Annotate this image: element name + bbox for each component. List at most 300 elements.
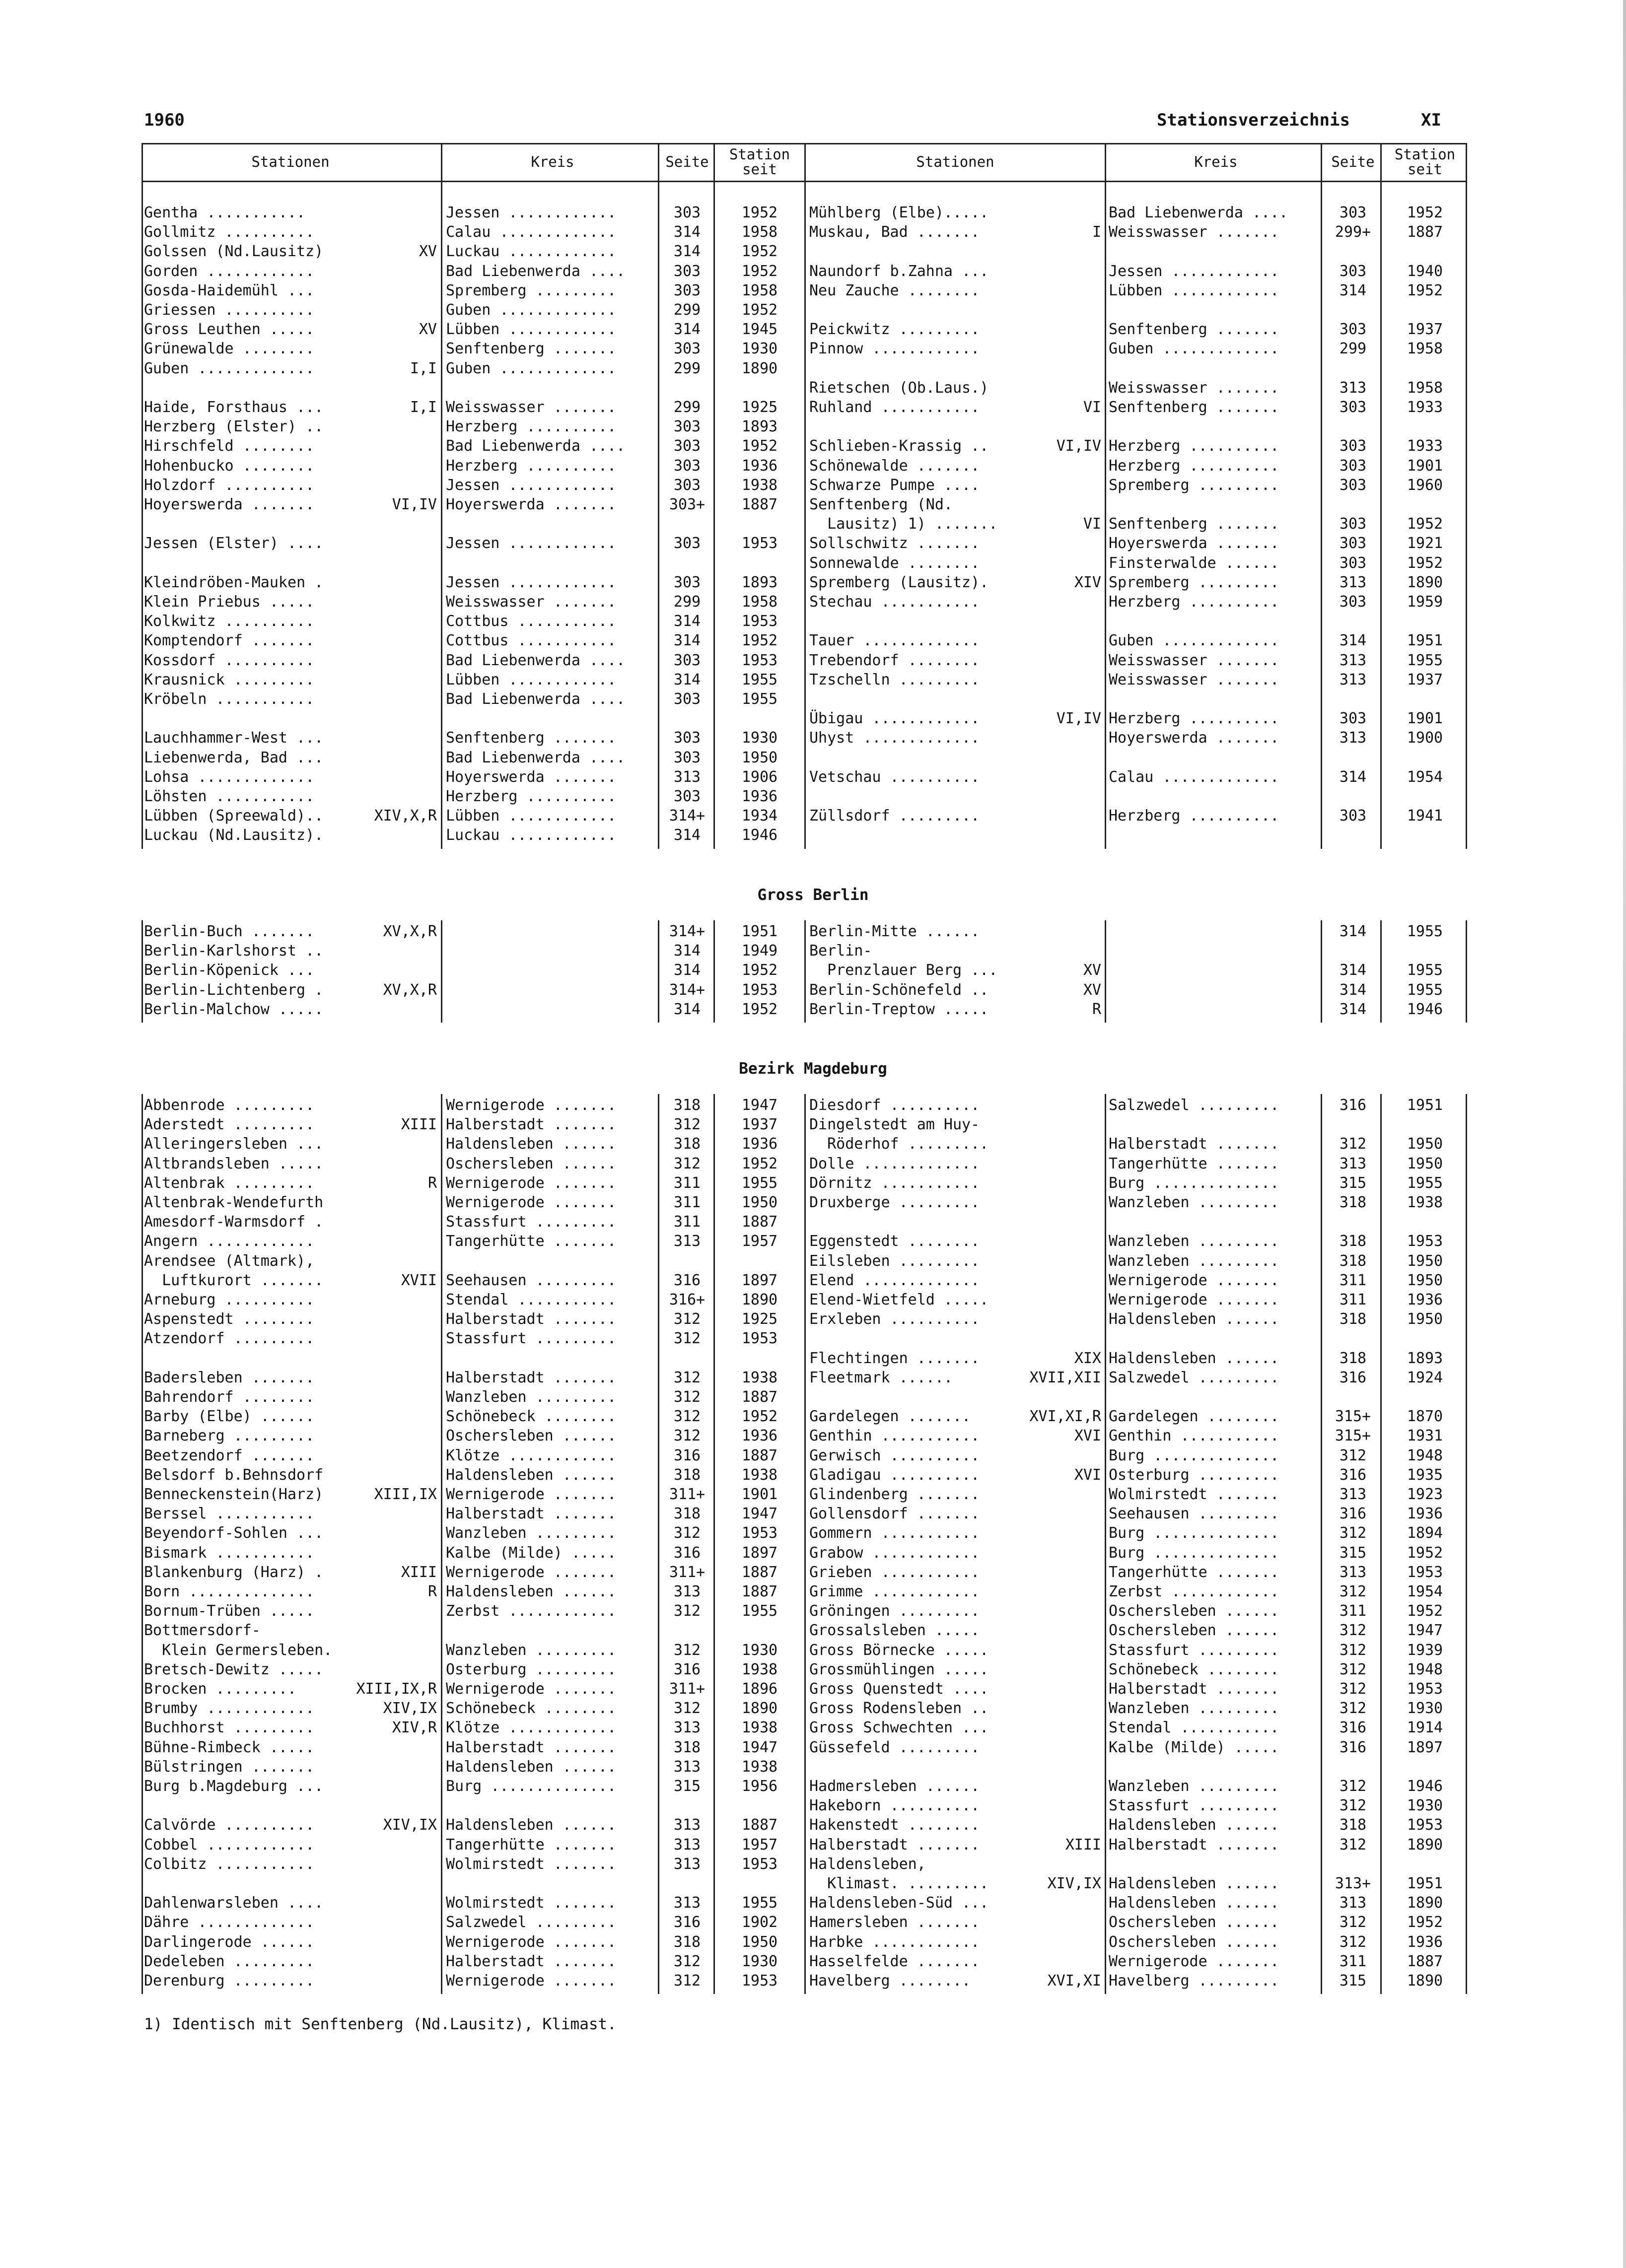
kreis-name: Haldensleben ......	[446, 1816, 617, 1834]
station-since-year: 1948	[1407, 1660, 1443, 1678]
station-since-year: 1890	[741, 359, 778, 377]
station-name: Jessen (Elster) ....	[144, 535, 324, 552]
station-name: Röderhof .........	[809, 1135, 989, 1153]
station-extra	[809, 458, 1101, 475]
station-since-year: 1933	[1407, 399, 1443, 416]
seite-value: 303	[1339, 710, 1367, 728]
footnote: 1) Identisch mit Senftenberg (Nd.Lausitz), Klimast.	[144, 2015, 617, 2033]
seite-value: 314	[673, 671, 701, 688]
station-extra: XIII	[401, 1563, 437, 1581]
left-header-seit: seit	[742, 161, 777, 178]
kreis-name: Herzberg ..........	[446, 457, 617, 475]
kreis-name: Wanzleben .........	[446, 1388, 617, 1406]
station-since-year: 1940	[1407, 262, 1443, 280]
right-table-row	[0, 1797, 1626, 1814]
kreis-name: Schönebeck ........	[446, 1700, 617, 1718]
seite-value	[1323, 1759, 1383, 1776]
station-since-year: 1951	[741, 923, 778, 940]
kreis-name	[1109, 360, 1323, 377]
right-table-row	[0, 224, 1626, 241]
station-extra	[809, 477, 1101, 494]
station-name: Amesdorf-Warmsdorf .	[144, 1213, 324, 1231]
station-name: Cobbel ............	[144, 1836, 315, 1854]
right-table-row	[0, 1253, 1626, 1270]
station-name: Glindenberg .......	[809, 1486, 980, 1503]
right-table-row	[0, 1001, 1626, 1018]
station-since-year: 1952	[741, 437, 778, 455]
station-since-year	[1383, 418, 1467, 435]
seite-value: 312	[1339, 1524, 1367, 1542]
seite-value: 313	[673, 1583, 701, 1600]
station-since-year: 1950	[741, 1194, 778, 1211]
kreis-name: Tangerhütte .......	[446, 1836, 617, 1854]
right-table-row	[0, 1719, 1626, 1736]
seite-value: 316	[673, 1914, 701, 1931]
station-extra	[809, 1895, 1101, 1912]
station-extra	[809, 418, 1101, 435]
station-name: Übigau ............	[809, 710, 980, 728]
right-table-row	[0, 808, 1626, 825]
kreis-name: Tangerhütte .......	[446, 1233, 617, 1250]
seite-value: 315	[1339, 1174, 1367, 1192]
kreis-name: Halberstadt .......	[446, 1738, 617, 1756]
right-header-seite: Seite	[1331, 153, 1375, 170]
station-name: Dedeleben .........	[144, 1952, 315, 1970]
column-rule	[441, 920, 442, 1023]
right-table-row	[0, 1739, 1626, 1756]
seite-value: 312	[673, 1116, 701, 1134]
station-since-year: 1956	[741, 1778, 778, 1795]
station-since-year: 1890	[1407, 1836, 1443, 1854]
station-name: Krausnick .........	[144, 671, 315, 688]
station-name: Berlin-Treptow .....	[809, 1000, 989, 1018]
left-header-station-seit	[715, 144, 804, 180]
column-rule	[658, 1094, 659, 1994]
station-name: Gentha ...........	[144, 204, 306, 221]
station-since-year: 1955	[741, 1894, 778, 1912]
station-name: Sonnewalde ........	[809, 554, 980, 572]
station-since-year: 1936	[741, 457, 778, 475]
right-table-row	[0, 1214, 1626, 1231]
station-since-year: 1934	[741, 807, 778, 825]
kreis-name: Seehausen .........	[1109, 1505, 1279, 1523]
station-extra	[809, 1642, 1101, 1659]
kreis-name: Oschersleben ......	[446, 1155, 617, 1172]
kreis-name: Wernigerode .......	[1109, 1952, 1279, 1970]
station-since-year: 1890	[1407, 573, 1443, 591]
station-name: Haide, Forsthaus ...	[144, 399, 324, 416]
station-name: Berlin-Karlshorst ..	[144, 942, 324, 960]
right-table-row	[0, 263, 1626, 280]
station-name: Bretsch-Dewitz .....	[144, 1660, 324, 1678]
station-name: Kossdorf ..........	[144, 651, 315, 669]
right-table-row	[0, 574, 1626, 591]
column-rule	[1321, 143, 1322, 849]
kreis-name: Senftenberg .......	[446, 340, 617, 358]
seite-value: 315	[1339, 1544, 1367, 1562]
station-name: Grieben ...........	[809, 1563, 980, 1581]
station-extra	[809, 1953, 1101, 1970]
left-table-row	[0, 827, 1626, 844]
seite-value	[1323, 691, 1383, 708]
kreis-name: Oschersleben ......	[1109, 1602, 1279, 1620]
right-table-row	[0, 1467, 1626, 1484]
kreis-name: Haldensleben ......	[446, 1758, 617, 1776]
seite-value: 303	[673, 749, 701, 766]
station-since-year: 1952	[741, 301, 778, 319]
station-extra	[809, 788, 1101, 805]
station-name: Rietschen (Ob.Laus.)	[809, 379, 989, 397]
station-since-year: 1890	[1407, 1972, 1443, 1990]
station-extra	[809, 1583, 1101, 1600]
station-extra	[809, 652, 1101, 669]
station-since-year: 1958	[1407, 379, 1443, 397]
column-rule	[1105, 143, 1106, 849]
station-since-year: 1936	[741, 788, 778, 805]
station-name: Gross Leuthen .....	[144, 321, 315, 339]
right-table-row	[0, 1564, 1626, 1581]
station-extra: I	[1092, 223, 1101, 241]
station-extra	[809, 380, 1101, 397]
seite-value: 303	[673, 340, 701, 358]
column-rule	[658, 143, 659, 849]
kreis-name: Wanzleben .........	[1109, 1700, 1279, 1718]
kreis-name: Weisswasser .......	[1109, 671, 1279, 688]
station-since-year: 1950	[1407, 1271, 1443, 1289]
seite-value: 316	[673, 1544, 701, 1562]
station-name: Pinnow ............	[809, 340, 980, 358]
seite-value: 311+	[669, 1486, 706, 1503]
station-name: Lübben (Spreewald)..	[144, 807, 324, 825]
kreis-name: Luckau ............	[446, 243, 617, 261]
station-since-year: 1935	[1407, 1466, 1443, 1484]
station-name: Benneckenstein(Harz)	[144, 1486, 324, 1503]
station-extra	[809, 1136, 1101, 1153]
station-since-year: 1947	[741, 1097, 778, 1114]
station-name: Bahrendorf ........	[144, 1388, 315, 1406]
station-name: Bismark ...........	[144, 1544, 315, 1562]
right-header-kreis: Kreis	[1194, 153, 1238, 170]
station-extra: VI,IV	[392, 496, 437, 513]
column-rule	[1380, 1094, 1382, 1994]
station-name: Neu Zauche ........	[809, 281, 980, 299]
right-table-row	[0, 516, 1626, 533]
page-year: 1960	[144, 110, 185, 130]
seite-value: 303	[1339, 204, 1367, 221]
station-extra	[809, 691, 1101, 708]
station-extra: XIV,X,R	[374, 807, 437, 825]
station-name: Elend .............	[809, 1271, 980, 1289]
seite-value	[1323, 418, 1383, 435]
station-name: Haldensleben-Süd ...	[809, 1894, 989, 1912]
station-since-year: 1897	[1407, 1738, 1443, 1756]
column-rule	[1380, 143, 1382, 849]
station-extra	[809, 1545, 1101, 1562]
page-title: Stationsverzeichnis	[1157, 110, 1350, 130]
station-since-year: 1953	[741, 613, 778, 630]
seite-value: 316	[1339, 1369, 1367, 1386]
seite-value: 312	[1339, 1700, 1367, 1718]
station-name: Berlin-Mitte ......	[809, 923, 980, 940]
station-since-year: 1936	[741, 1135, 778, 1153]
right-table-row	[0, 788, 1626, 805]
kreis-name: Herzberg ..........	[1109, 807, 1279, 825]
station-name: Grimme ............	[809, 1583, 980, 1600]
station-since-year: 1955	[1407, 981, 1443, 999]
seite-value: 316	[1339, 1738, 1367, 1756]
column-rule	[658, 920, 659, 1023]
seite-value: 313	[1339, 651, 1367, 669]
station-since-year: 1952	[741, 962, 778, 979]
station-name: Schwarze Pumpe ....	[809, 476, 980, 494]
seite-value	[1323, 496, 1383, 513]
right-table-row	[0, 962, 1626, 979]
station-name: Trebendorf ........	[809, 651, 980, 669]
left-header-kreis: Kreis	[531, 153, 574, 170]
right-table-row	[0, 1973, 1626, 1990]
station-extra: XVII,XII	[1029, 1369, 1101, 1386]
kreis-name	[1109, 613, 1323, 630]
station-extra: XIII	[1065, 1836, 1101, 1854]
station-name: Gosda-Haidemühl ...	[144, 281, 315, 299]
station-since-year	[1383, 750, 1467, 766]
station-extra	[809, 263, 1101, 280]
kreis-name: Senftenberg .......	[1109, 399, 1279, 416]
seite-value: 311	[1339, 1271, 1367, 1289]
station-extra: XIII	[401, 1116, 437, 1134]
kreis-name: Stassfurt .........	[446, 1330, 617, 1348]
seite-value: 314+	[669, 923, 706, 940]
station-since-year: 1953	[741, 1330, 778, 1348]
column-rule	[1105, 920, 1106, 1023]
column-rule	[1466, 143, 1467, 849]
seite-value: 313	[1339, 1155, 1367, 1172]
station-since-year: 1950	[1407, 1310, 1443, 1328]
station-since-year: 1936	[1407, 1933, 1443, 1951]
kreis-name: Havelberg .........	[1109, 1972, 1279, 1990]
station-name: Gross Rodensleben ..	[809, 1700, 989, 1718]
station-name: Hakenstedt ........	[809, 1816, 980, 1834]
kreis-name	[1109, 1389, 1323, 1406]
kreis-name: Finsterwalde ......	[1109, 554, 1279, 572]
kreis-name: Jessen ............	[446, 535, 617, 552]
station-since-year: 1902	[741, 1914, 778, 1931]
station-name: Schlieben-Krassig ..	[809, 437, 989, 455]
station-extra	[144, 827, 437, 844]
station-since-year: 1945	[741, 321, 778, 339]
seite-value: 312	[673, 1972, 701, 1990]
station-name: Naundorf b.Zahna ...	[809, 262, 989, 280]
station-since-year: 1930	[741, 729, 778, 747]
station-extra	[809, 1194, 1101, 1211]
kreis-name: Wernigerode .......	[446, 1194, 617, 1211]
station-since-year: 1952	[1407, 554, 1443, 572]
station-since-year: 1938	[741, 476, 778, 494]
seite-value: 318	[1339, 1252, 1367, 1270]
right-header-station-seit	[1383, 144, 1467, 180]
kreis-name: Wolmirstedt .......	[446, 1855, 617, 1873]
station-name: Grünewalde ........	[144, 340, 315, 358]
station-name: Altbrandsleben .....	[144, 1155, 324, 1172]
right-table-row	[0, 1389, 1626, 1406]
seite-value: 303	[673, 651, 701, 669]
seite-value: 303	[673, 262, 701, 280]
station-since-year: 1890	[1407, 1894, 1443, 1912]
station-name: Brumby ............	[144, 1700, 315, 1718]
station-extra	[809, 555, 1101, 572]
seite-value: 314	[673, 826, 701, 844]
right-table-row	[0, 1681, 1626, 1698]
seite-value: 316	[673, 1660, 701, 1678]
seite-value	[1323, 1214, 1383, 1231]
station-extra	[809, 1603, 1101, 1620]
station-name: Gladigau ..........	[809, 1466, 980, 1484]
station-extra: VI,IV	[1056, 710, 1101, 728]
left-header-station: Station	[729, 146, 790, 163]
scan-edge	[1623, 0, 1626, 2268]
station-extra: XIV	[1074, 573, 1101, 591]
kreis-name	[1109, 496, 1323, 513]
station-name: Harbke ............	[809, 1933, 980, 1951]
kreis-name	[1109, 788, 1323, 805]
seite-value: 303	[673, 788, 701, 805]
seite-value: 315	[1339, 1972, 1367, 1990]
kreis-name: Senftenberg .......	[1109, 515, 1279, 533]
station-since-year: 1925	[741, 399, 778, 416]
station-name: Luckau (Nd.Lausitz).	[144, 826, 324, 844]
kreis-name: Bad Liebenwerda ....	[446, 749, 626, 766]
station-since-year: 1887	[741, 1816, 778, 1834]
seite-value: 318	[673, 1933, 701, 1951]
seite-value: 303	[1339, 593, 1367, 611]
left-header-seite: Seite	[665, 153, 709, 170]
kreis-name	[1109, 418, 1323, 435]
seite-value: 303	[1339, 321, 1367, 339]
kreis-name: Salzwedel .........	[446, 1914, 617, 1931]
right-table-row	[0, 1583, 1626, 1600]
station-extra	[809, 205, 1101, 221]
right-table-row	[0, 1759, 1626, 1776]
station-extra	[809, 1330, 1101, 1347]
station-name: Diesdorf ..........	[809, 1097, 980, 1114]
seite-value: 314	[1339, 923, 1367, 940]
seite-value: 313	[1339, 573, 1367, 591]
station-since-year: 1958	[741, 281, 778, 299]
right-header-stationen: Stationen	[916, 153, 994, 170]
station-name: Calvörde ..........	[144, 1816, 315, 1834]
seite-value: 318	[673, 1505, 701, 1523]
column-rule	[1105, 1094, 1106, 1994]
seite-value: 312	[673, 1524, 701, 1542]
page-number: XI	[1421, 110, 1441, 130]
kreis-name: Jessen ............	[446, 204, 617, 221]
station-name: Luftkurort .......	[144, 1271, 324, 1289]
seite-value: 303	[1339, 262, 1367, 280]
seite-value: 303	[1339, 457, 1367, 475]
station-since-year: 1953	[1407, 1680, 1443, 1698]
station-since-year: 1887	[1407, 223, 1443, 241]
station-name: Gommern ...........	[809, 1524, 980, 1542]
seite-value: 313	[1339, 1894, 1367, 1912]
seite-value: 299	[673, 301, 701, 319]
station-extra: XIV,IX	[383, 1700, 437, 1718]
station-extra	[809, 1214, 1101, 1231]
kreis-name: Bad Liebenwerda ....	[446, 651, 626, 669]
seite-value: 299	[673, 359, 701, 377]
station-name: Kolkwitz ..........	[144, 613, 315, 630]
station-extra	[809, 1739, 1101, 1756]
station-since-year: 1941	[1407, 807, 1443, 825]
station-name: Sollschwitz .......	[809, 535, 980, 552]
station-extra	[809, 672, 1101, 688]
kreis-name	[1109, 982, 1323, 999]
kreis-name: Herzberg ..........	[1109, 457, 1279, 475]
station-extra	[809, 496, 1101, 513]
station-since-year: 1952	[1407, 515, 1443, 533]
kreis-name: Osterburg .........	[1109, 1466, 1279, 1484]
right-table-row	[0, 1272, 1626, 1289]
right-table-row	[0, 1311, 1626, 1328]
station-name: Golssen (Nd.Lausitz)	[144, 243, 324, 261]
station-extra: XVI	[1074, 1466, 1101, 1484]
station-extra	[809, 769, 1101, 786]
station-since-year: 1953	[741, 981, 778, 999]
station-extra	[809, 1175, 1101, 1192]
seite-value: 303	[673, 437, 701, 455]
station-name: Gross Schwechten ...	[809, 1719, 989, 1737]
station-extra	[809, 1797, 1101, 1814]
seite-value: 312	[1339, 1914, 1367, 1931]
kreis-name: Herzberg ..........	[446, 788, 617, 805]
kreis-name	[1109, 1214, 1323, 1231]
seite-value: 314+	[669, 807, 706, 825]
right-header-seit: seit	[1408, 161, 1442, 178]
seite-value: 303	[673, 476, 701, 494]
right-table-row	[0, 1136, 1626, 1153]
station-name: Kröbeln ...........	[144, 690, 315, 708]
station-since-year: 1950	[1407, 1155, 1443, 1172]
station-extra	[809, 1097, 1101, 1114]
station-since-year: 1958	[741, 593, 778, 611]
station-since-year: 1952	[741, 632, 778, 650]
station-extra: XV,X,R	[383, 981, 437, 999]
station-extra: XVI,XI,R	[1029, 1408, 1101, 1426]
kreis-name: Genthin ...........	[1109, 1427, 1279, 1445]
station-name: Born ..............	[144, 1583, 315, 1600]
kreis-name: Weisswasser .......	[446, 399, 617, 416]
kreis-name: Salzwedel .........	[1109, 1097, 1279, 1114]
kreis-name: Haldensleben ......	[1109, 1349, 1279, 1367]
seite-value: 313	[1339, 1563, 1367, 1581]
station-since-year: 1955	[1407, 651, 1443, 669]
seite-value: 313	[673, 1836, 701, 1854]
station-name: Löhsten ...........	[144, 788, 315, 805]
column-rule	[441, 143, 442, 849]
station-extra	[809, 1292, 1101, 1308]
station-name: Bühne-Rimbeck .....	[144, 1738, 315, 1756]
kreis-name: Oschersleben ......	[1109, 1914, 1279, 1931]
right-table-row	[0, 1330, 1626, 1347]
station-name: Angern ............	[144, 1233, 315, 1250]
station-since-year	[1383, 1330, 1467, 1347]
station-extra: XIX	[1074, 1349, 1101, 1367]
station-extra	[809, 302, 1101, 319]
kreis-name: Guben .............	[1109, 632, 1279, 650]
right-table-row	[0, 1175, 1626, 1192]
column-rule	[141, 1094, 143, 1994]
kreis-name: Klötze ............	[446, 1446, 617, 1464]
station-since-year: 1947	[741, 1505, 778, 1523]
